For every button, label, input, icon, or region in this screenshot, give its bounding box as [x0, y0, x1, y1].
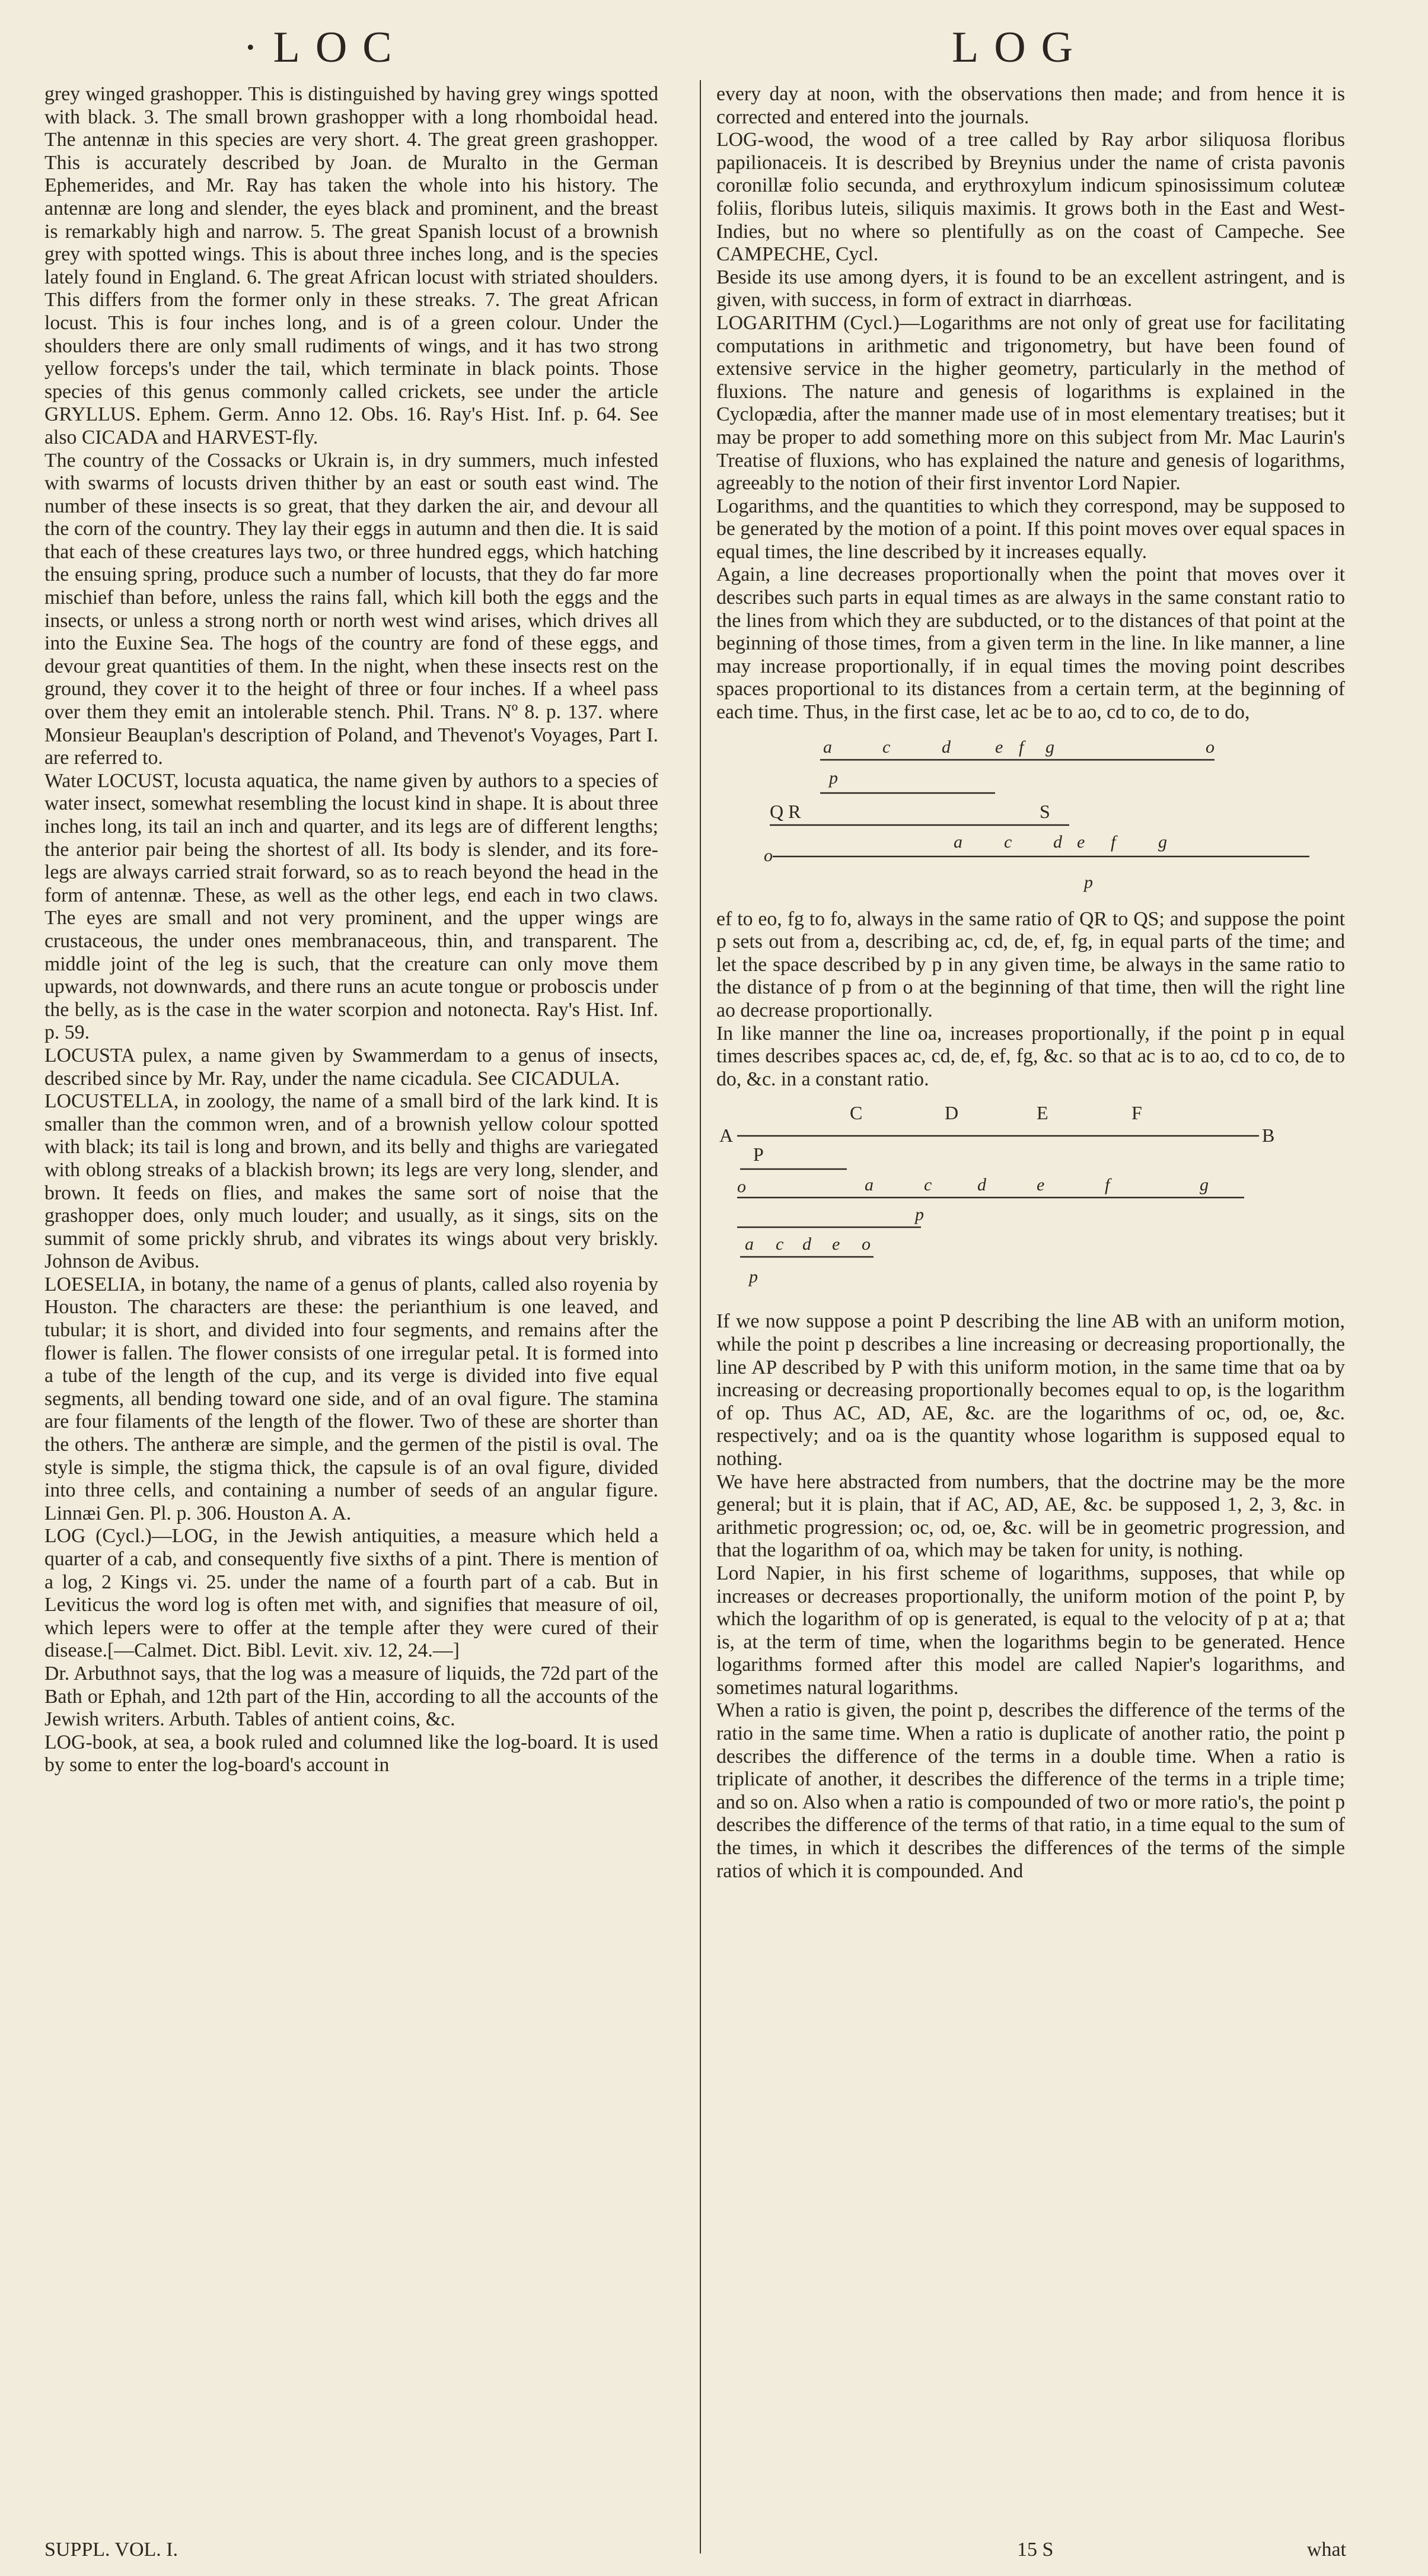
figure-logarithm-lines — [716, 1101, 1345, 1297]
fig1-letter-o: o — [1206, 737, 1215, 757]
fig2-mid-e: e — [1037, 1175, 1045, 1195]
fig1-letter-e: e — [995, 737, 1003, 757]
fig2-mid-f: f — [1105, 1175, 1110, 1195]
fig1-low-c: c — [1004, 832, 1012, 852]
fig1-label-s: S — [1040, 800, 1050, 822]
fig2-label-p-upper: P — [753, 1144, 764, 1166]
fig2-mid-c: c — [924, 1175, 932, 1195]
paragraph-cossacks: The country of the Cossacks or Ukrain is, in dry summers, much infested with swarms of locusts driven thither by an east or south east wind. The number of these insects is so great, that they darken the air, and devour all the corn of the country. They lay their eggs in autumn and then die. It is said that each of these creatures lays two, or three hundred eggs, which hatching the ensuing spring, produce such a number of locusts, that they do far more mischief than before, unless the rains fall, which kill both the eggs and the insects, or unless a strong north or north west wind arises, which drives all into the Euxine Sea. The hogs of the country are fond of these eggs, and devour great quantities of them. In the night, when these insects rest on the ground, they cover it to the height of three or four inches. If a wheel pass over them they emit an intolerable stench. Phil. Trans. Nº 8. p. 137. where Monsieur Beauplan's description of Poland, and Thevenot's Voyages, Part I. are referred to. — [44, 449, 658, 769]
fig1-low-d: d — [1053, 832, 1062, 852]
fig2-mid-a: a — [865, 1175, 874, 1195]
fig1-letter-g: g — [1046, 737, 1054, 757]
paragraph-motion-point: Logarithms, and the quantities to which they correspond, may be supposed to be generated by the motion of a point. If this point moves over equal spaces in equal times, the line described by it increases equally. — [716, 495, 1345, 563]
paragraph-arbuthnot: Dr. Arbuthnot says, that the log was a measure of liquids, the 72d part of the Bath or Ephah, and 12th part of the Hin, according to all the accounts of the Jewish writers. Arbuth. Tables of antient coins, &c. — [44, 1662, 658, 1731]
paragraph-increase: In like manner the line oa, increases proportionally, if the point p in equal times describes spaces ac, cd, de, ef, fg, &c. so that ac is to ao, cd to co, de to do, &c. in a constant ratio. — [716, 1022, 1345, 1090]
fig1-label-p: p — [829, 768, 838, 788]
page-footer — [44, 2539, 1346, 2568]
fig2-label-p-low: p — [749, 1267, 758, 1287]
fig1-letter-a: a — [823, 737, 832, 757]
running-head-left: ·LOC — [243, 23, 407, 72]
entry-log-wood: LOG-wood, the wood of a tree called by Ray arbor siliquosa floribus papilionaceis. It is described by Breynius under the name of crista pavonis coronillæ folio secunda, and erythroxylum indicum spinosissimum coluteæ foliis, floribus luteis, siliquis maximis. It grows both in the East and West-Indies, but no where so plentifully as on the coast of Campeche. See CAMPECHE, Cycl. — [716, 129, 1345, 266]
entry-log-book: LOG-book, at sea, a book ruled and columned like the log-board. It is used by some to enter the log-board's account in — [44, 1731, 658, 1776]
fig2-label-p-mid: p — [915, 1205, 924, 1225]
fig2-low-c: c — [776, 1234, 784, 1254]
fig1-low-e: e — [1077, 832, 1085, 852]
running-head-right: LOG — [952, 23, 1089, 72]
fig2-label-a-upper: A — [719, 1125, 734, 1147]
right-column — [716, 83, 1345, 1883]
footer-signature: 15 S — [1017, 2539, 1054, 2561]
left-column — [44, 83, 658, 1777]
fig2-mid-d: d — [977, 1175, 986, 1195]
paragraph-ratio-given: When a ratio is given, the point p, describes the difference of the terms of the ratio in the same time. When a ratio is duplicate of another ratio, the point p describes the difference of the terms in a double time. When a ratio is triplicate of another, it describes the difference of the terms in a triple time; and so on. Also when a ratio is compounded of two or more ratio's, the point p describes the difference of the terms of that ratio, in a time equal to the sum of the times, in which it describes the differences of the terms of the simple ratios of which it is compounded. And — [716, 1699, 1345, 1882]
footer-volume: SUPPL. VOL. I. — [44, 2539, 179, 2561]
footer-catchword: what — [1306, 2539, 1346, 2561]
paragraph-napier: Lord Napier, in his first scheme of logarithms, supposes, that while op increases or decreases proportionally, the uniform motion of the point P, by which the logarithm of op is generated, is equal to the velocity of p at a; that is, at the term of time, when the logarithms begin to be generated. Hence logarithms formed after this model are called Napier's logarithms, and sometimes natural logarithms. — [716, 1562, 1345, 1699]
paragraph-astringent: Beside its use among dyers, it is found to be an excellent astringent, and is given, with success, in form of extract in diarrhœas. — [716, 266, 1345, 311]
entry-locusta-pulex: LOCUSTA pulex, a name given by Swammerdam to a genus of insects, described since by Mr. Ray, under the name cicadula. See CICADULA. — [44, 1044, 658, 1090]
running-head — [0, 23, 1428, 76]
entry-loeselia: LOESELIA, in botany, the name of a genus of plants, called also royenia by Houston. The characters are these: the perianthium is one leaved, and tubular; it is short, and divided into four segments, and remains after the flower is fallen. The flower consists of one irregular petal. It is formed into a tube of the length of the cup, and its verge is divided into five equal segments, all bending toward one side, and of an oval figure. The stamina are four filaments of the length of the flower. Two of these are shorter than the others. The antheræ are simple, and the germen of the pistil is oval. The style is simple, the stigma thick, the capsule is of an oval figure, divided into three cells, and containing a number of seeds of an angular figure. Linnæi Gen. Pl. p. 306. Houston A. A. — [44, 1273, 658, 1524]
paragraph-grashopper: grey winged grashopper. This is distinguished by having grey wings spotted with black. 3. The small brown grashopper with a long rhomboidal head. The antennæ in this species are very short. 4. The great green grashopper. This is accurately described by Joan. de Muralto in the German Ephemerides, and Mr. Ray has taken the whole into his history. The antennæ are long and slender, the eyes black and prominent, and the breast is remarkably high and narrow. 5. The great Spanish locust of a brownish grey with spotted wings. This is about three inches long, and is the species lately found in England. 6. The great African locust with striated shoulders. This differs from the former only in these streaks. 7. The great African locust. This is four inches long, and is of a green colour. Under the shoulders there are only small rudiments of wings, and it has two strong yellow forceps's under the tail, which terminate in black points. Those species of this genus commonly called crickets, see under the article GRYLLUS. Ephem. Germ. Anno 12. Obs. 16. Ray's Hist. Inf. p. 64. See also CICADA and HARVEST-fly. — [44, 83, 658, 448]
paragraph-point-p: If we now suppose a point P describing the line AB with an uniform motion, while the point p describes a line increasing or decreasing proportionally, the line AP described by P with this uniform motion, in the same time that oa by increasing or decreasing proportionally becomes equal to op, is the logarithm of op. Thus AC, AD, AE, &c. are the logarithms of oc, od, oe, &c. respectively; and oa is the quantity whose logarithm is supposed equal to nothing. — [716, 1310, 1345, 1470]
fig1-letter-f: f — [1019, 737, 1024, 757]
fig1-low-f: f — [1111, 832, 1116, 852]
fig2-label-b: B — [1262, 1125, 1275, 1147]
paragraph-decrease: Again, a line decreases proportionally when the point that moves over it describes such parts in equal times as are always in the same constant ratio to the lines from which they are subducted, or to the distances of that point at the beginning of those times, from a given term in the line. In like manner, a line may increase proportionally, if in equal times the moving point describes spaces proportional to its distances from a certain term, at the beginning of each time. Thus, in the first case, let ac be to ao, cd to co, de to do, — [716, 563, 1345, 724]
fig2-mid-o: o — [737, 1177, 746, 1197]
fig2-low-d: d — [802, 1234, 811, 1254]
entry-locustella: LOCUSTELLA, in zoology, the name of a small bird of the lark kind. It is smaller than the common wren, and of a brownish yellow colour spotted with black; its tail is long and brown, and its belly and thighs are variegated with oblong streaks of a blackish brown; its legs are very long, slender, and brown. It feeds on flies, and makes the same sort of noise that the grashopper does, only much louder; and usually, as it sings, sits on the summit of some prickly shrub, and vibrates its wings about very briskly. Johnson de Avibus. — [44, 1090, 658, 1273]
fig2-mid-g: g — [1200, 1175, 1209, 1195]
fig2-label-c: C — [850, 1102, 863, 1124]
fig1-low-a: a — [954, 832, 962, 852]
fig2-low-o: o — [862, 1234, 871, 1254]
figure-decreasing-line — [716, 735, 1345, 895]
fig1-low-o: o — [764, 845, 773, 865]
entry-logarithm: LOGARITHM (Cycl.)—Logarithms are not only of great use for facilitating computations in arithmetic and trigonometry, but have been found of extensive service in the higher geometry, particularly in the method of fluxions. The nature and genesis of logarithms is explained in the Cyclopædia, after the manner made use of in most elementary treatises; but it may be proper to add something more on this subject from Mr. Mac Laurin's Treatise of fluxions, who has explained the nature and genesis of logarithms, agreeably to the notion of their first inventor Lord Napier. — [716, 311, 1345, 495]
fig1-label-p-bottom: p — [1084, 872, 1093, 892]
fig1-letter-d: d — [942, 737, 951, 757]
entry-log: LOG (Cycl.)—LOG, in the Jewish antiquities, a measure which held a quarter of a cab, and consequently five sixths of a pint. There is mention of a log, 2 Kings vi. 25. under the name of a fourth part of a cab. But in Leviticus the word log is often met with, and signifies that measure of oil, which lepers were to offer at the temple after they were cured of their disease.[—Calmet. Dict. Bibl. Levit. xiv. 12, 24.—] — [44, 1525, 658, 1662]
fig2-low-a: a — [745, 1234, 754, 1254]
fig2-low-e: e — [832, 1234, 840, 1254]
fig2-label-e: E — [1037, 1102, 1048, 1124]
paragraph-abstracted: We have here abstracted from numbers, that the doctrine may be the more general; but it is plain, that if AC, AD, AE, &c. be supposed 1, 2, 3, &c. in arithmetic progression; oc, od, oe, &c. will be in geometric progression, and that the logarithm of oa, which may be taken for unity, is nothing. — [716, 1470, 1345, 1562]
fig2-label-d: D — [945, 1102, 959, 1124]
fig1-letter-c: c — [882, 737, 891, 757]
fig1-label-qr: Q R — [770, 800, 801, 822]
entry-water-locust: Water LOCUST, locusta aquatica, the name given by authors to a species of water insect, somewhat resembling the locust kind in shape. It is about three inches long, its tail an inch and quarter, and its legs are of different lengths; the anterior pair being the shortest of all. Its body is slender, and its fore-legs are always carried strait forward, so as to reach beyond the head in the form of antennæ. These, as well as the other legs, end each in two claws. The eyes are small and not very prominent, and the upper wings are crustaceous, the under ones membranaceous, thin, and transparent. The middle joint of the leg is such, that the creature can only move them upwards, not downwards, and there runs an acute tongue or proboscis under the belly, as is the case in the water scorpion and notonecta. Ray's Hist. Inf. p. 59. — [44, 769, 658, 1044]
column-divider — [700, 80, 701, 2553]
fig2-label-f: F — [1131, 1102, 1142, 1124]
paragraph-ratio-qr-qs: ef to eo, fg to fo, always in the same ratio of QR to QS; and suppose the point p sets out from a, describing ac, cd, de, ef, fg, in equal parts of the time; and let the space described by p in any given time, be always in the same ratio to the distance of p from o at the beginning of that time, then will the right line ao decrease proportionally. — [716, 908, 1345, 1021]
paragraph-journals: every day at noon, with the observations then made; and from hence it is corrected and entered into the journals. — [716, 83, 1345, 128]
fig1-low-g: g — [1158, 832, 1167, 852]
